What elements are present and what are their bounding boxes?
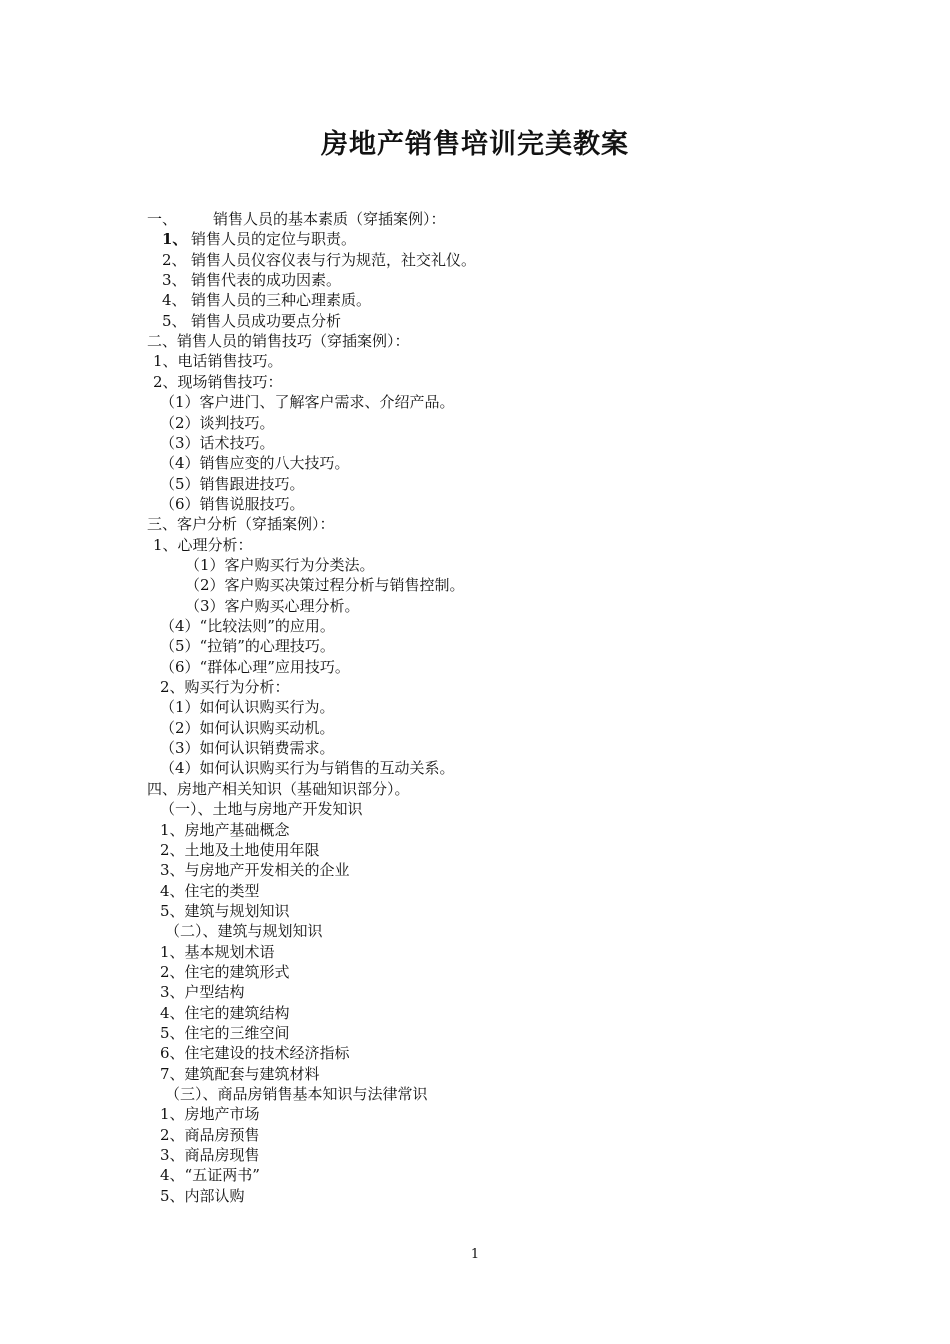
outline-text: （4）“比较法则”的应用。 — [160, 617, 335, 635]
outline-text: 2、现场销售技巧： — [153, 372, 283, 391]
outline-text: 4、住宅的建筑结构 — [160, 1003, 290, 1022]
outline-line — [160, 942, 275, 962]
outline-text: 1、房地产市场 — [160, 1105, 260, 1124]
outline-line — [165, 1084, 428, 1104]
outline-text: （一）、土地与房地产开发知识 — [160, 800, 363, 819]
outline-line — [160, 1104, 260, 1124]
outline-text: （1）客户购买行为分类法。 — [185, 555, 375, 574]
outline-line — [160, 453, 350, 473]
outline-line — [160, 616, 335, 636]
outline-number: 4、 — [162, 291, 187, 310]
outline-text: （1）客户进门、了解客户需求、介绍产品。 — [160, 393, 455, 412]
outline-line — [160, 1145, 260, 1165]
outline-text: （6）销售说服技巧。 — [160, 494, 305, 513]
outline-line — [165, 921, 323, 941]
outline-line — [160, 901, 290, 921]
outline-text: 5、住宅的三维空间 — [160, 1024, 290, 1042]
outline-text: 4、“五证两书” — [160, 1166, 260, 1185]
outline-line — [185, 596, 360, 616]
outline-text: （3）如何认识销费需求。 — [160, 739, 335, 758]
outline-number: 1、 — [162, 230, 188, 249]
outline-line — [185, 555, 375, 575]
outline-text: 3、户型结构 — [160, 983, 245, 1002]
outline-text: （5）销售跟进技巧。 — [160, 474, 305, 493]
outline-line — [160, 758, 455, 778]
outline-text: 5、建筑与规划知识 — [160, 901, 290, 920]
outline-line — [160, 982, 245, 1002]
outline-line — [160, 1125, 260, 1145]
outline-text: （1）如何认识购买行为。 — [160, 698, 335, 717]
outline-line — [147, 331, 410, 351]
outline-line — [153, 372, 283, 392]
outline-text: 5、内部认购 — [160, 1186, 245, 1205]
outline-text: 7、建筑配套与建筑材料 — [160, 1064, 320, 1083]
outline-text: （2）客户购买决策过程分析与销售控制。 — [185, 576, 465, 595]
outline-text: 销售人员的定位与职责。 — [191, 230, 357, 249]
outline-line — [160, 840, 320, 860]
outline-text: 6、住宅建设的技术经济指标 — [160, 1044, 350, 1063]
outline-line — [160, 738, 335, 758]
outline-line — [185, 575, 465, 595]
outline-text: （2）如何认识购买动机。 — [160, 718, 335, 737]
outline-line — [147, 779, 410, 799]
outline-line — [162, 250, 476, 270]
outline-number: 一、 — [147, 210, 178, 228]
outline-line — [160, 860, 350, 880]
outline-text: 1、基本规划术语 — [160, 942, 275, 961]
outline-line — [147, 209, 446, 229]
outline-text: （6）“群体心理”应用技巧。 — [160, 657, 350, 676]
outline-text: 四、房地产相关知识（基础知识部分）。 — [147, 779, 410, 798]
outline-line — [147, 514, 335, 534]
outline-text: 4、住宅的类型 — [160, 881, 260, 900]
outline-text: 2、商品房预售 — [160, 1125, 260, 1144]
outline-line — [162, 311, 341, 331]
outline-line — [160, 413, 275, 433]
outline-line — [160, 820, 290, 840]
outline-text: 3、与房地产开发相关的企业 — [160, 861, 350, 880]
outline-line — [160, 636, 335, 656]
outline-text: （3）客户购买心理分析。 — [185, 596, 360, 615]
outline-text: 销售人员成功要点分析 — [191, 311, 342, 330]
outline-line — [160, 881, 260, 901]
outline-text: 1、电话销售技巧。 — [153, 352, 283, 371]
outline-line — [160, 1064, 320, 1084]
outline-line — [153, 351, 283, 371]
outline-text: 销售人员仪容仪表与行为规范，社交礼仪。 — [191, 250, 477, 269]
outline-number: 5、 — [162, 311, 187, 330]
outline-line — [162, 270, 341, 290]
page-number: 1 — [470, 1247, 480, 1262]
outline-line — [160, 718, 335, 738]
outline-line — [160, 474, 305, 494]
outline-line — [160, 962, 290, 982]
outline-text: 销售人员的基本素质（穿插案例）： — [213, 210, 446, 228]
outline-text: （4）销售应变的八大技巧。 — [160, 454, 350, 473]
outline-text: 2、购买行为分析： — [160, 678, 290, 697]
page-title: 房地产销售培训完美教案 — [321, 129, 629, 160]
outline-text: 二、销售人员的销售技巧（穿插案例）： — [147, 332, 410, 351]
outline-text: 2、住宅的建筑形式 — [160, 962, 290, 981]
outline-text: 三、客户分析（穿插案例）： — [147, 515, 335, 534]
outline-text: 1、心理分析： — [153, 535, 253, 554]
outline-line — [160, 1023, 290, 1043]
outline-line — [160, 494, 305, 514]
outline-text: （4）如何认识购买行为与销售的互动关系。 — [160, 759, 455, 778]
outline-line — [160, 799, 363, 819]
outline-line — [162, 229, 356, 249]
outline-text: 2、土地及土地使用年限 — [160, 840, 320, 859]
outline-line — [153, 535, 253, 555]
outline-text: （5）“拉销”的心理技巧。 — [160, 637, 335, 656]
outline-text: 销售代表的成功因素。 — [191, 271, 342, 290]
outline-number: 2、 — [162, 250, 187, 269]
outline-text: （3）话术技巧。 — [160, 433, 275, 452]
outline-text: 1、房地产基础概念 — [160, 820, 290, 839]
outline-line — [160, 677, 290, 697]
outline-text: （三）、商品房销售基本知识与法律常识 — [165, 1085, 428, 1104]
outline-number: 3、 — [162, 271, 187, 290]
outline-line — [162, 290, 371, 310]
outline-text: 3、商品房现售 — [160, 1146, 260, 1165]
outline-line — [160, 1003, 290, 1023]
outline-text: （2）谈判技巧。 — [160, 413, 275, 432]
outline-line — [160, 1165, 260, 1185]
outline-line — [160, 433, 275, 453]
outline-line — [160, 697, 335, 717]
outline-line — [160, 657, 350, 677]
outline-text: 销售人员的三种心理素质。 — [191, 291, 372, 310]
outline-line — [160, 1186, 245, 1206]
outline-line — [160, 1043, 350, 1063]
outline-line — [160, 392, 455, 412]
outline-text: （二）、建筑与规划知识 — [165, 922, 323, 941]
